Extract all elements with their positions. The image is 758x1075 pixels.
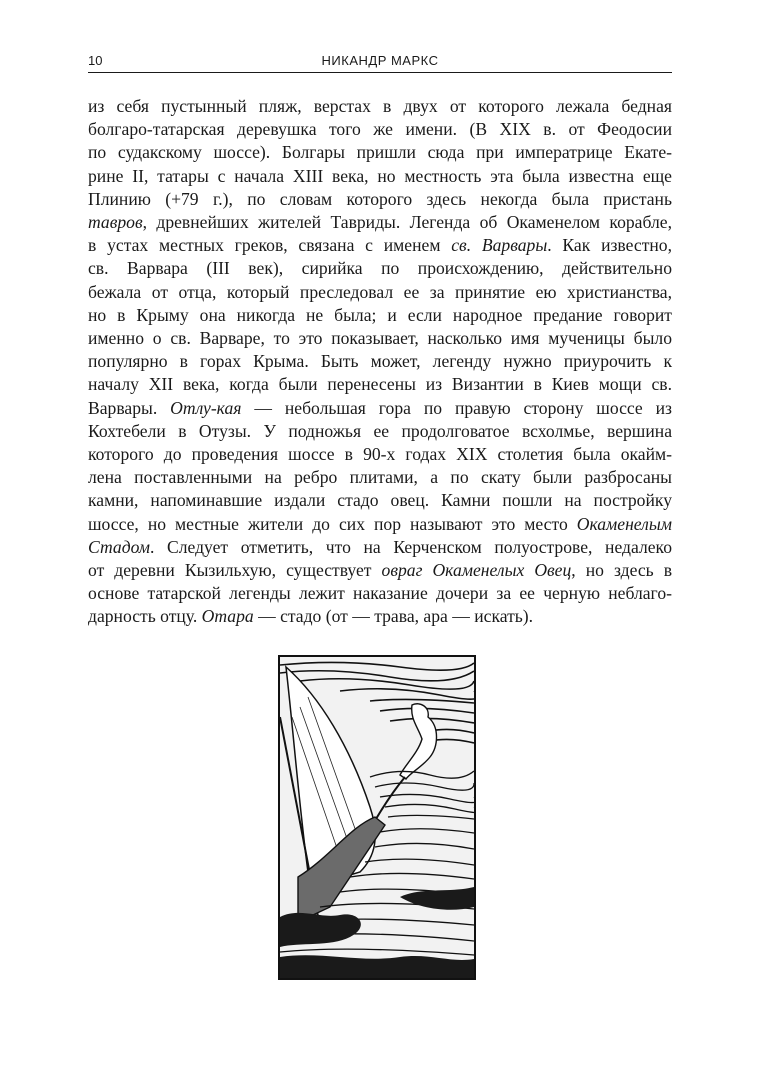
text-segment: от деревни Кызильхую, существует	[88, 560, 382, 581]
text-segment: — стадо (от — трава, ара — искать).	[253, 606, 534, 627]
text-line	[88, 188, 672, 211]
illustration-ship-engraving	[278, 655, 476, 980]
text-segment: именно о св. Варваре, то это показывает, насколько имя мученицы было	[88, 328, 672, 349]
text-line	[88, 304, 672, 327]
text-segment: которого до проведения шоссе в 90-х годах XIX столетия была окайм-	[88, 444, 672, 465]
body-text	[88, 95, 672, 629]
text-segment: Кохтебели в Отузы. У подножья ее продолговатое всхолмье, вершина	[88, 420, 672, 441]
text-segment: . Следует отметить, что на Керченском полуострове, недалеко	[149, 536, 672, 557]
italic-term: овраг Окаменелых Овец	[381, 560, 572, 581]
text-line	[88, 466, 672, 489]
text-segment: , древнейших жителей Тавриды. Легенда об Окаменелом корабле,	[142, 212, 672, 233]
italic-term: тавров	[88, 212, 143, 233]
text-segment: болгаро-татарская деревушка того же имени. (В XIX в. от Феодосии	[88, 119, 672, 140]
text-line	[88, 536, 672, 559]
text-segment: — небольшая гора по правую сторону шоссе из	[241, 397, 673, 418]
running-head: НИКАНДР МАРКС	[321, 53, 439, 68]
text-segment: камни, напоминавшие издали стадо овец. Камни пошли на постройку	[88, 490, 672, 511]
text-segment: по судакскому шоссе). Болгары пришли сюда при императрице Екате-	[88, 142, 672, 163]
text-line	[88, 443, 672, 466]
italic-term: Стадом	[88, 536, 150, 557]
text-segment: бежала от отца, который преследовал ее за принятие ею христианства,	[88, 281, 672, 302]
italic-term: Окаменелым	[576, 513, 672, 534]
text-segment: но в Крыму она никогда не была; и если народное предание говорит	[88, 304, 672, 325]
text-segment: Варвары.	[88, 397, 171, 418]
text-line	[88, 605, 672, 628]
text-line	[88, 327, 672, 350]
italic-term: св. Варвары	[451, 235, 548, 256]
text-line	[88, 141, 672, 164]
text-line	[88, 489, 672, 512]
text-segment: дарность отцу.	[88, 606, 202, 627]
text-line	[88, 118, 672, 141]
text-line	[88, 234, 672, 257]
italic-term: Отлу-кая	[170, 397, 242, 418]
ship-engraving-image	[280, 657, 474, 978]
text-line	[88, 165, 672, 188]
text-segment: шоссе, но местные жители до сих пор называют это место	[88, 513, 577, 534]
text-line	[88, 373, 672, 396]
text-segment: началу XII века, когда были перенесены из Византии в Киев мощи св.	[88, 374, 672, 395]
text-segment: популярно в горах Крыма. Быть может, легенду нужно приурочить к	[88, 351, 672, 372]
text-line	[88, 513, 672, 536]
text-segment: рине II, татары с начала XIII века, но местность эта была известна еще	[88, 165, 672, 186]
text-line	[88, 559, 672, 582]
text-segment: св. Варвара (III век), сирийка по происхождению, действительно	[88, 258, 672, 279]
text-line	[88, 350, 672, 373]
text-line	[88, 211, 672, 234]
text-line	[88, 420, 672, 443]
text-line	[88, 95, 672, 118]
text-line	[88, 397, 672, 420]
text-segment: основе татарской легенды лежит наказание дочери за ее черную неблаго-	[88, 583, 672, 604]
text-segment: . Как известно,	[547, 235, 672, 256]
text-line	[88, 257, 672, 280]
text-line	[88, 582, 672, 605]
page-header	[88, 50, 672, 73]
page-number: 10	[88, 53, 103, 68]
text-segment: Плинию (+79 г.), по словам которого здесь некогда была пристань	[88, 188, 672, 209]
text-segment: , но здесь в	[571, 560, 672, 581]
text-line	[88, 281, 672, 304]
italic-term: Отара	[201, 606, 254, 627]
text-segment: в устах местных греков, связана с именем	[88, 235, 452, 256]
text-segment: из себя пустынный пляж, верстах в двух от которого лежала бедная	[88, 96, 672, 116]
text-segment: лена поставленными на ребро плитами, а по скату были разбросаны	[88, 467, 672, 488]
